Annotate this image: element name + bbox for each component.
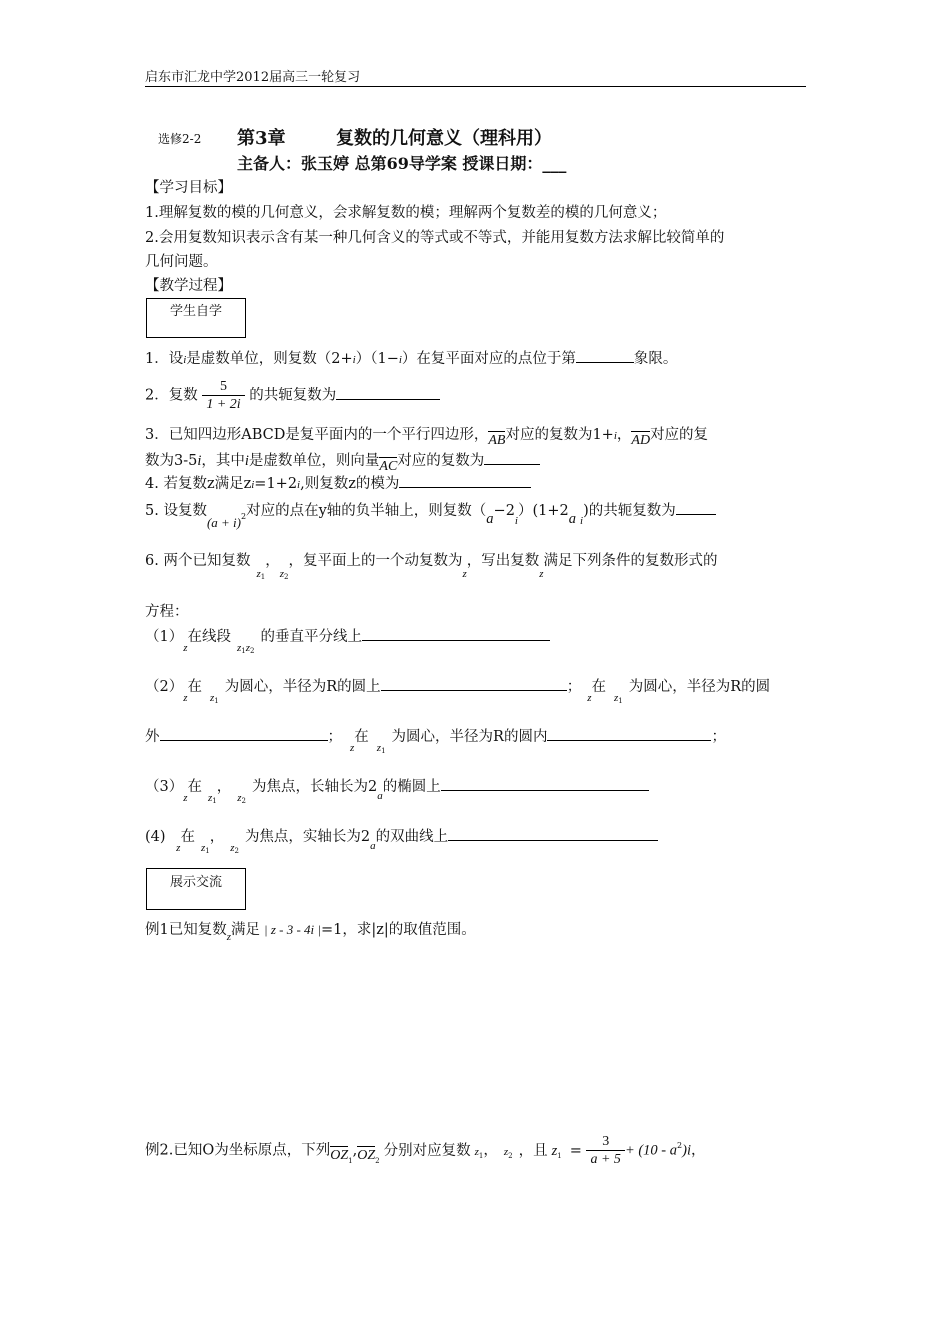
answer-blank[interactable] <box>381 676 567 691</box>
fraction: $\frac{3}{a + 5}$ <box>586 1133 624 1168</box>
process-heading: 【教学过程】 <box>145 278 232 294</box>
goal-2-line-1: 2.会用复数知识表示含有某一种几何含义的等式或不等式，并能用复数方法求解比较简单的 <box>145 230 725 246</box>
elective-tag: 选修2-2 <box>158 132 202 146</box>
running-header: 启东市汇龙中学2012届高三一轮复习 <box>145 70 361 85</box>
condition-3: $(3)_z$在$_{z1}$，$_{z2}$为焦点，长轴长为$2_a$的椭圆上 <box>145 776 649 799</box>
answer-blank[interactable] <box>441 776 649 791</box>
answer-blank[interactable] <box>399 473 531 488</box>
condition-1: $(1)_z$在线段$_{z1z2}$的垂直平分线上 <box>145 626 550 649</box>
answer-blank[interactable] <box>676 500 716 515</box>
header-rule <box>145 86 806 87</box>
condition-2-cont: 外 ；$_z$在$_{z1}$为圆心，半径为R的圆内 ； <box>145 726 726 749</box>
answer-blank[interactable] <box>448 826 658 841</box>
example-1: 例1已知复数$_z$满足 | z - 3 - 4i |=1，求|z|的取值范围。 <box>145 922 476 943</box>
example-2: 例2.已知O为坐标原点，下列$OZ_1,OZ_2$分别对应复数 $z_1$， $z_2$ ，且 $z_1$ = $\frac{3}{a + 5}$ + $(10 - a^2)i$， <box>145 1134 706 1167</box>
question-3-line-2: 数为3-5i，其中i是虚数单位，则向量AC对应的复数为 <box>145 450 540 471</box>
exchange-box: 展示交流 <box>146 868 246 910</box>
question-2: 2．复数 $\frac{5}{1 + 2i}$ 的共轭复数为 <box>145 378 440 413</box>
answer-blank[interactable] <box>336 385 440 400</box>
chapter-label: 第3章 <box>237 128 286 149</box>
fraction: $\frac{5}{1 + 2i}$ <box>202 378 244 413</box>
condition-4: (4) $_z$在$_{z1}$，$_{z2}$为焦点，实轴长为$2_a$的双曲线上 <box>145 826 658 849</box>
answer-blank[interactable] <box>362 626 550 641</box>
self-study-box: 学生自学 <box>146 298 246 338</box>
condition-2: $(2)_z$在$_{z1}$为圆心，半径为R的圆上 ；$_z$在$_{z1}$为圆心，半径为R的圆 <box>145 676 770 699</box>
goal-1: 1.理解复数的模的几何意义，会求解复数的模；理解两个复数差的模的几何意义； <box>145 205 667 221</box>
answer-blank[interactable] <box>484 450 540 465</box>
goals-heading: 【学习目标】 <box>145 180 232 196</box>
goal-2-line-2: 几何问题。 <box>145 254 218 270</box>
lesson-subline: 主备人：张玉婷 总第69导学案 授课日期：___ <box>237 154 567 173</box>
question-1: 1．设i是虚数单位，则复数（2+i）（1−i）在复平面对应的点位于第 象限。 <box>145 348 677 370</box>
lesson-title: 复数的几何意义（理科用） <box>336 128 552 149</box>
question-6-cont: 方程： <box>145 604 189 620</box>
question-6: 6. 两个已知复数$_{z1}$，$_{z2}$，复平面上的一个动复数为$_z$，写出复数$_z$满足下列条件的复数形式的 <box>145 553 718 581</box>
answer-blank[interactable] <box>160 726 328 741</box>
answer-blank[interactable] <box>576 348 634 363</box>
question-4: 4. 若复数z满足zi=1+2i,则复数z的模为 <box>145 473 531 495</box>
question-3-line-1: 3．已知四边形ABCD是复平面内的一个平行四边形，AB对应的复数为1+i，AD对应的复 <box>145 427 709 448</box>
answer-blank[interactable] <box>547 726 711 741</box>
question-5: 5. 设复数$(a + i)_2$对应的点在y轴的负半轴上，则复数$(a-2_i)(1+2a$ $_i$)的共轭复数为 <box>145 500 716 523</box>
